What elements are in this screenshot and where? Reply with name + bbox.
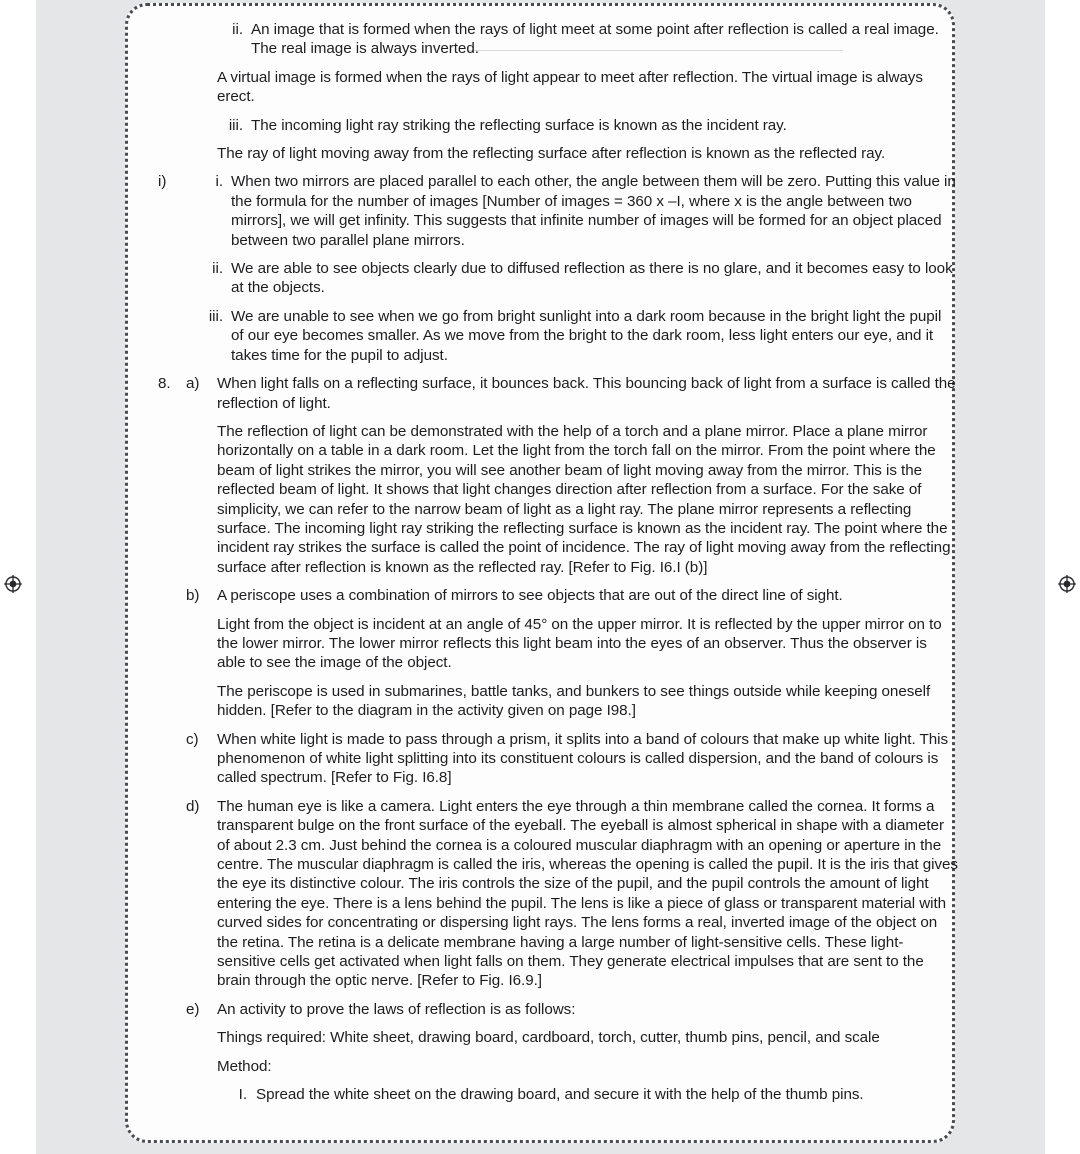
paragraph-text: The ray of light moving away from the reflecting surface after reflection is known as the reflected ray. bbox=[217, 145, 886, 163]
method-step bbox=[128, 1085, 958, 1104]
part-item bbox=[128, 797, 958, 991]
outer-list-marker: i) bbox=[158, 173, 167, 191]
method-label bbox=[128, 1057, 958, 1076]
list-item-text: When two mirrors are placed parallel to each other, the angle between them will be zero. Putting this value in the formula for the number of images [Number of images = 360 x –I, where x is the angle between two mirrors], we will get infinity. This suggests that infinite number of images will be formed for an object placed between two parallel plane mirrors. bbox=[231, 173, 956, 249]
things-required-line bbox=[128, 1028, 958, 1047]
paragraph bbox=[128, 68, 958, 107]
list-item bbox=[128, 172, 958, 250]
things-required-text: Things required: White sheet, drawing board, cardboard, torch, cutter, thumb pins, pencil, and scale bbox=[217, 1029, 880, 1047]
list-marker: ii. bbox=[212, 260, 223, 278]
dotted-content-frame bbox=[125, 3, 958, 1143]
paragraph bbox=[128, 422, 958, 577]
paragraph bbox=[128, 615, 958, 673]
document-body bbox=[128, 6, 958, 1105]
part-text: A periscope uses a combination of mirrors to see objects that are out of the direct line of sight. bbox=[217, 587, 843, 605]
list-item-text: The incoming light ray striking the reflecting surface is known as the incident ray. bbox=[251, 116, 787, 134]
paragraph bbox=[128, 682, 958, 721]
paragraph bbox=[128, 144, 958, 163]
registration-mark-icon bbox=[4, 575, 22, 593]
registration-mark-icon bbox=[1058, 575, 1076, 593]
list-marker: i. bbox=[215, 173, 223, 191]
part-text: When light falls on a reflecting surface, it bounces back. This bouncing back of light from a surface is called the reflection of light. bbox=[217, 375, 956, 412]
list-item-text: We are able to see objects clearly due to diffused reflection as there is no glare, and it becomes easy to look at the objects. bbox=[231, 260, 953, 297]
part-marker: b) bbox=[186, 587, 200, 605]
question-item bbox=[128, 374, 958, 413]
list-marker: iii. bbox=[208, 307, 223, 325]
list-item bbox=[128, 307, 958, 365]
question-number: 8. bbox=[158, 375, 171, 393]
part-text: An activity to prove the laws of reflection is as follows: bbox=[217, 1000, 576, 1018]
list-marker: iii. bbox=[228, 116, 243, 134]
part-item bbox=[128, 1000, 958, 1019]
part-text: The human eye is like a camera. Light enters the eye through a thin membrane called the cornea. It forms a transparent bulge on the front surface of the eyeball. The eyeball is almost spherical in shape with a diameter of about 2.3 cm. Just behind the cornea is a coloured muscular diaphragm with an opening or aperture in the centre. The muscular diaphragm is called the iris, whereas the opening is called the pupil. It is the iris that gives the eye its distinctive colour. The iris controls the size of the pupil, and the pupil controls the amount of light entering the eye. There is a lens behind the pupil. The lens is like a piece of glass or transparent material with curved sides for concentrating or dispersing light rays. The lens forms a real, inverted image of the object on the retina. The retina is a delicate membrane having a large number of light-sensitive cells. These light-sensitive cells get activated when light falls on them. They generate electrical impulses that are sent to the brain through the optic nerve. [Refer to Fig. I6.9.] bbox=[217, 797, 958, 990]
part-marker: e) bbox=[186, 1000, 200, 1018]
part-marker: a) bbox=[186, 375, 200, 393]
paragraph-text: The reflection of light can be demonstrated with the help of a torch and a plane mirror. Place a plane mirror horizontally on a table in a dark room. Let the light from the torch fall on the mirror. From the point where the beam of light strikes the mirror, you will see another beam of light moving away from the mirror. This is the reflected beam of light. It shows that light changes direction after reflection from a surface. For the sake of simplicity, we can refer to the narrow beam of light as a light ray. The plane mirror represents a reflecting surface. The incoming light ray striking the reflecting surface is known as the incident ray. The point where the incident ray strikes the surface is called the point of incidence. The ray of light moving away from the reflecting surface after reflection is known as the reflected ray. [Refer to Fig. I6.I (b)] bbox=[217, 422, 951, 576]
paragraph-text: A virtual image is formed when the rays of light appear to meet after reflection. The virtual image is always erect. bbox=[217, 68, 923, 106]
part-item bbox=[128, 586, 958, 605]
paragraph-text: The periscope is used in submarines, battle tanks, and bunkers to see things outside while keeping oneself hidden. [Refer to the diagram in the activity given on page I98.] bbox=[217, 682, 931, 720]
part-item bbox=[128, 730, 958, 788]
list-item bbox=[128, 20, 958, 59]
method-label-text: Method: bbox=[217, 1057, 272, 1075]
part-marker: d) bbox=[186, 797, 200, 815]
list-item bbox=[128, 116, 958, 135]
list-item-text: We are unable to see when we go from bright sunlight into a dark room because in the bright light the pupil of our eye becomes smaller. As we move from the bright to the dark room, less light enters our eye, and it takes time for the pupil to adjust. bbox=[231, 307, 942, 364]
list-marker: ii. bbox=[232, 21, 243, 38]
list-item bbox=[128, 259, 958, 298]
part-text: When white light is made to pass through a prism, it splits into a band of colours that make up white light. This phenomenon of white light splitting into its constituent colours is called dispersion, and the band of colours is called spectrum. [Refer to Fig. I6.8] bbox=[217, 730, 949, 787]
step-text: Spread the white sheet on the drawing board, and secure it with the help of the thumb pins. bbox=[256, 1086, 864, 1104]
list-item-text: An image that is formed when the rays of light meet at some point after reflection is called a real image. The real image is always inverted. bbox=[251, 21, 939, 58]
paragraph-text: Light from the object is incident at an angle of 45° on the upper mirror. It is reflected by the upper mirror on to the lower mirror. The lower mirror reflects this light beam into the eyes of an observer. Thus the observer is able to see the image of the object. bbox=[217, 615, 942, 672]
step-marker: I. bbox=[238, 1086, 247, 1104]
part-marker: c) bbox=[186, 730, 199, 748]
